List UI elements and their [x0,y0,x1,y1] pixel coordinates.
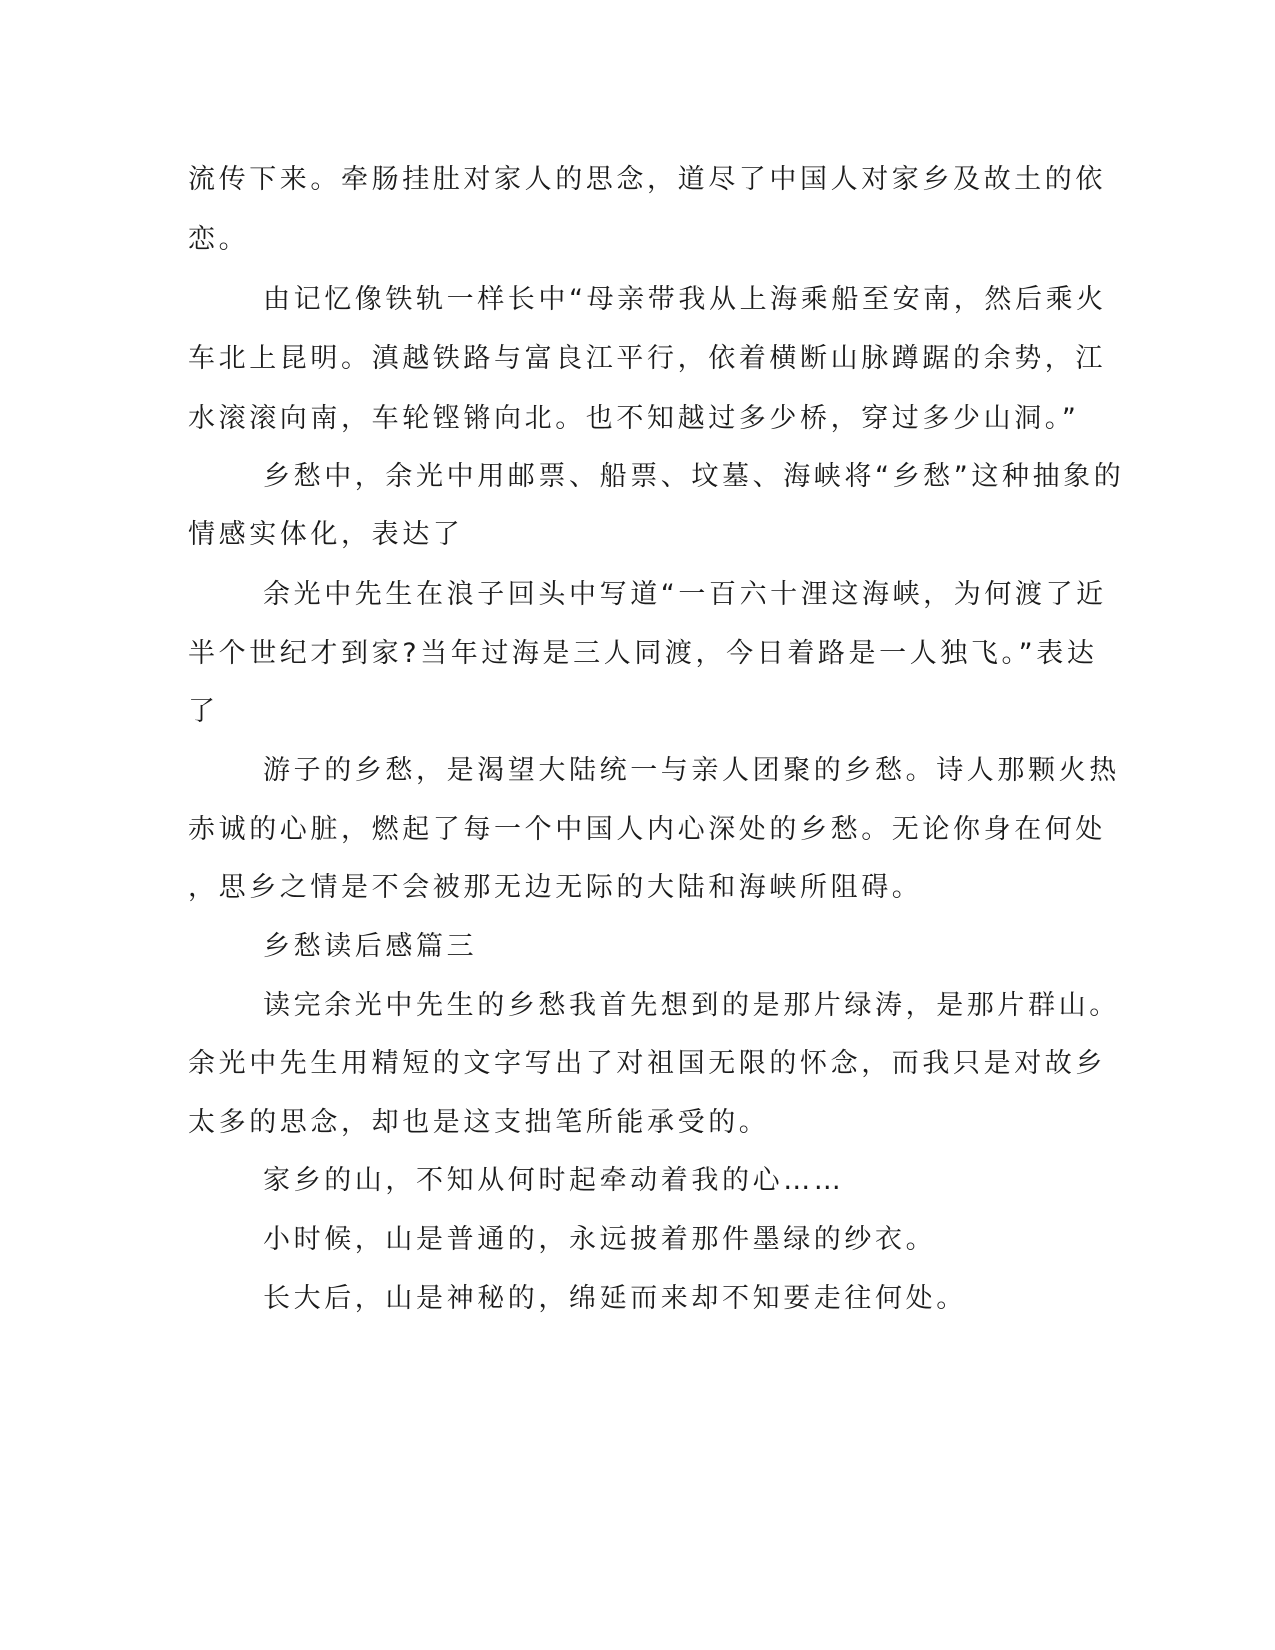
text-line: 太多的思念，却也是这支拙笔所能承受的。 [188,1107,770,1138]
paragraph-start: 长大后，山是神秘的，绵延而来却不知要走往何处。 [263,1283,967,1314]
paragraph-start: 游子的乡愁，是渴望大陆统一与亲人团聚的乡愁。诗人那颗火热 [263,755,1120,786]
text-line: 半个世纪才到家?当年过海是三人同渡，今日着路是一人独飞。”表达 [188,638,1098,669]
text-line: 余光中先生用精短的文字写出了对祖国无限的怀念，而我只是对故乡 [188,1048,1106,1079]
text-line: 了 [188,696,219,727]
section-heading: 乡愁读后感篇三 [263,931,478,962]
paragraph-start: 读完余光中先生的乡愁我首先想到的是那片绿涛，是那片群山。 [263,990,1120,1021]
paragraph-start: 小时候，山是普通的，永远披着那件墨绿的纱衣。 [263,1224,937,1255]
text-line: 恋。 [188,224,250,255]
paragraph-start: 家乡的山，不知从何时起牵动着我的心…… [263,1165,845,1196]
text-line: 赤诚的心脏，燃起了每一个中国人内心深处的乡愁。无论你身在何处 [188,814,1106,845]
text-line: 车北上昆明。滇越铁路与富良江平行，依着横断山脉蹲踞的余势，江 [188,343,1106,374]
paragraph-start: 乡愁中，余光中用邮票、船票、坟墓、海峡将“乡愁”这种抽象的 [263,461,1125,492]
text-line: ，思乡之情是不会被那无边无际的大陆和海峡所阻碍。 [188,872,923,903]
paragraph-start: 由记忆像铁轨一样长中“母亲带我从上海乘船至安南，然后乘火 [263,284,1107,315]
paragraph-start: 余光中先生在浪子回头中写道“一百六十浬这海峡，为何渡了近 [263,579,1107,610]
text-line: 流传下来。牵肠挂肚对家人的思念，道尽了中国人对家乡及故土的依 [188,164,1106,195]
text-line: 情感实体化，表达了 [188,519,464,550]
text-line: 水滚滚向南，车轮铿锵向北。也不知越过多少桥，穿过多少山洞。” [188,403,1080,434]
